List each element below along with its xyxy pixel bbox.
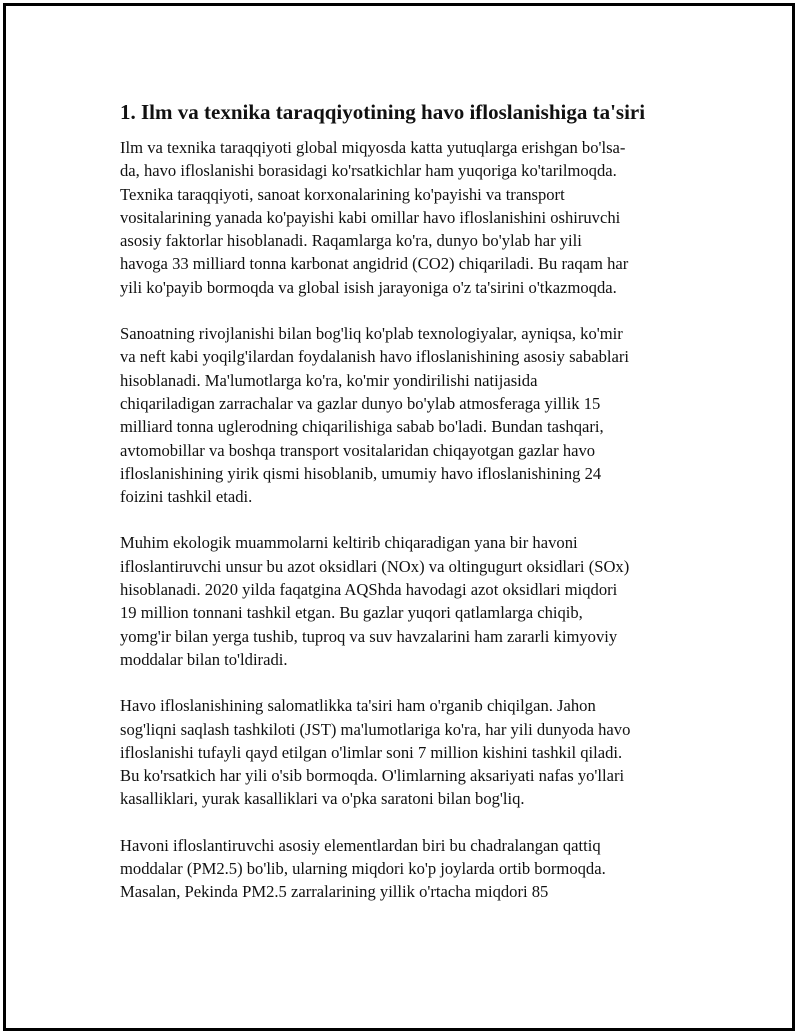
text-line: Ilm va texnika taraqqiyoti global miqyosda katta yutuqlarga erishgan bo'lsa- bbox=[120, 138, 626, 157]
text-line: Sanoatning rivojlanishi bilan bog'liq ko'plab texnologiyalar, ayniqsa, ko'mir bbox=[120, 324, 623, 344]
text-line: hisoblanadi. Ma'lumotlarga ko'ra, ko'mir yondirilishi natijasida bbox=[120, 370, 538, 390]
text-line: vositalarining yanada ko'payishi kabi omillar havo ifloslanishini oshiruvchi bbox=[120, 207, 621, 227]
text-line: asosiy faktorlar hisoblanadi. Raqamlarga ko'ra, dunyo bo'ylab har yili bbox=[120, 231, 582, 251]
text-line: Havoni ifloslantiruvchi asosiy elementlardan biri bu chadralangan qattiq bbox=[120, 835, 601, 855]
text-line: moddalar bilan to'ldiradi. bbox=[120, 649, 288, 669]
text-line: moddalar (PM2.5) bo'lib, ularning miqdori ko'p joylarda ortib bormoqda. bbox=[120, 859, 606, 879]
paragraph-2 bbox=[120, 322, 690, 508]
text-line: Havo ifloslanishining salomatlikka ta'siri ham o'rganib chiqilgan. Jahon bbox=[120, 696, 596, 716]
text-line: ifloslanishi tufayli qayd etilgan o'limlar soni 7 million kishini tashkil qiladi. bbox=[120, 742, 623, 762]
paragraph-1 bbox=[120, 136, 690, 299]
text-line: milliard tonna uglerodning chiqarilishiga sabab bo'ladi. Bundan tashqari, bbox=[120, 417, 604, 437]
section-heading: 1. Ilm va texnika taraqqiyotining havo ifloslanishiga ta'siri bbox=[120, 100, 646, 124]
paragraph-5 bbox=[120, 834, 690, 904]
text-line: ifloslanishining yirik qismi hisoblanib, umumiy havo ifloslanishining 24 bbox=[120, 463, 602, 483]
paragraph-3 bbox=[120, 531, 690, 671]
page-frame bbox=[3, 3, 795, 1031]
text-line: Bu ko'rsatkich har yili o'sib bormoqda. O'limlarning aksariyati nafas yo'llari bbox=[120, 766, 625, 786]
text-line: kasalliklari, yurak kasalliklari va o'pka saratoni bilan bog'liq. bbox=[120, 789, 525, 809]
text-line: 19 million tonnani tashkil etgan. Bu gazlar yuqori qatlamlarga chiqib, bbox=[120, 603, 583, 623]
text-line: va neft kabi yoqilg'ilardan foydalanish havo ifloslanishining asosiy sabablari bbox=[120, 347, 629, 367]
text-line: havoga 33 milliard tonna karbonat angidrid (CO2) chiqariladi. Bu raqam har bbox=[120, 254, 629, 274]
text-line: avtomobillar va boshqa transport vositalaridan chiqayotgan gazlar havo bbox=[120, 440, 596, 460]
text-line: Muhim ekologik muammolarni keltirib chiqaradigan yana bir havoni bbox=[120, 533, 578, 553]
text-line: yili ko'payib bormoqda va global isish jarayoniga o'z ta'sirini o'tkazmoqda. bbox=[120, 277, 617, 297]
text-line: chiqariladigan zarrachalar va gazlar dunyo bo'ylab atmosferaga yillik 15 bbox=[120, 393, 601, 413]
text-line: da, havo ifloslanishi borasidagi ko'rsatkichlar ham yuqoriga ko'tarilmoqda. bbox=[120, 161, 617, 181]
text-line: foizini tashkil etadi. bbox=[120, 487, 253, 507]
paragraph-4 bbox=[120, 694, 690, 810]
text-line: hisoblanadi. 2020 yilda faqatgina AQShda havodagi azot oksidlari miqdori bbox=[120, 580, 618, 600]
document-body bbox=[120, 98, 690, 927]
text-line: yomg'ir bilan yerga tushib, tuproq va suv havzalarini ham zararli kimyoviy bbox=[120, 626, 618, 646]
text-line: ifloslantiruvchi unsur bu azot oksidlari (NOx) va oltingugurt oksidlari (SOx) bbox=[120, 556, 630, 576]
text-line: sog'liqni saqlash tashkiloti (JST) ma'lumotlariga ko'ra, har yili dunyoda havo bbox=[120, 719, 631, 739]
text-line: Masalan, Pekinda PM2.5 zarralarining yillik o'rtacha miqdori 85 bbox=[120, 882, 549, 902]
text-line: Texnika taraqqiyoti, sanoat korxonalarining ko'payishi va transport bbox=[120, 184, 565, 204]
